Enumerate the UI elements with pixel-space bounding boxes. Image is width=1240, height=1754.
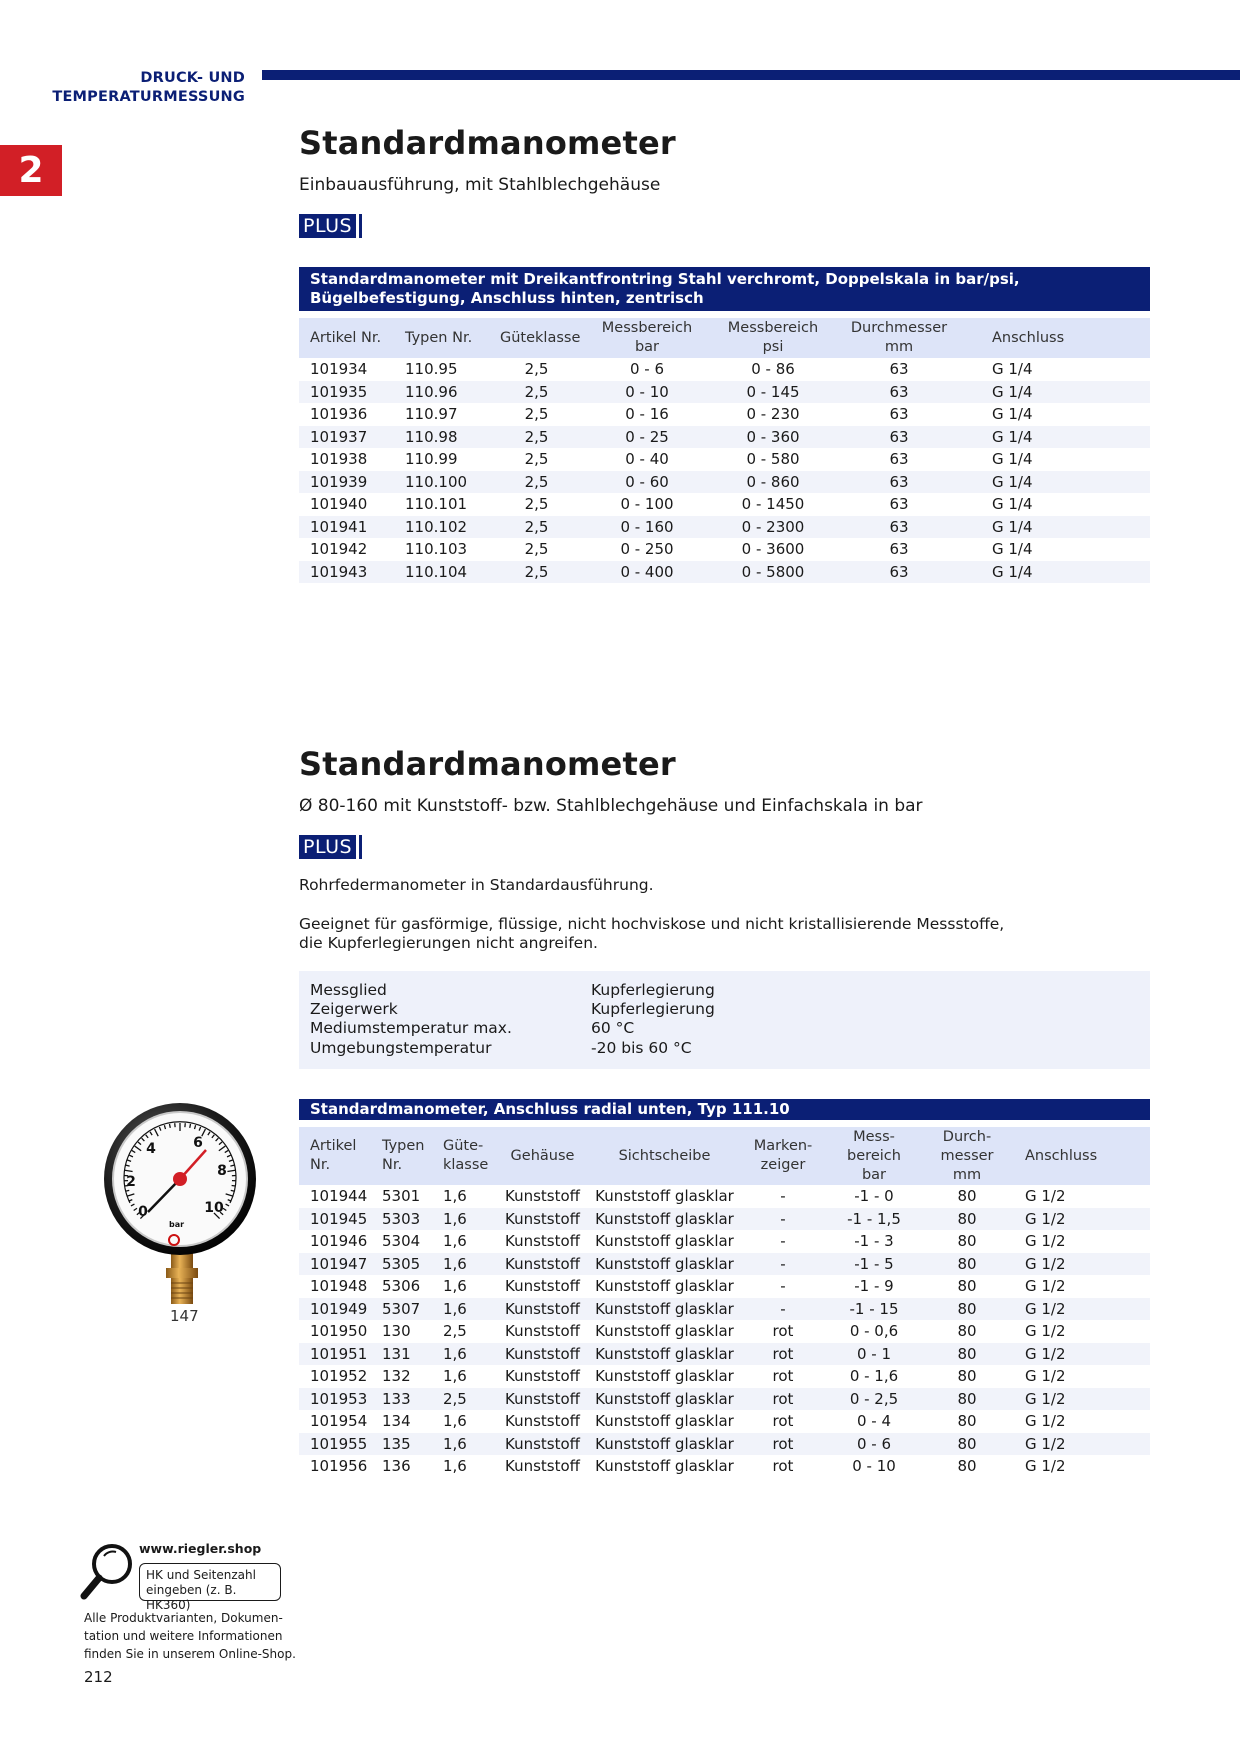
table-row (299, 1275, 1150, 1298)
table-cell: 0 - 160 (584, 516, 710, 539)
col-anschluss: Anschluss (1014, 1127, 1150, 1185)
plus-badge-text: PLUS (299, 835, 356, 859)
spec-label: Umgebungstemperatur (310, 1038, 492, 1057)
table-cell: Kunststoff glasklar (591, 1320, 738, 1343)
table-cell: 63 (836, 358, 962, 381)
section2-description (299, 915, 1004, 953)
svg-text:bar: bar (169, 1220, 185, 1229)
table-cell: 101935 (299, 381, 394, 404)
table-cell: 0 - 580 (710, 448, 836, 471)
table-cell: G 1/2 (1014, 1343, 1150, 1366)
table-cell: - (738, 1230, 828, 1253)
table-cell: G 1/2 (1014, 1185, 1150, 1208)
spec-label: Zeigerwerk (310, 1000, 398, 1019)
table-row (299, 403, 1150, 426)
table-cell: 2,5 (489, 493, 584, 516)
table-row (299, 1230, 1150, 1253)
table-cell: 80 (920, 1185, 1014, 1208)
table-cell: 110.102 (394, 516, 489, 539)
section1-subtitle: Einbauausführung, mit Stahlblechgehäuse (299, 175, 661, 195)
table-cell: G 1/2 (1014, 1365, 1150, 1388)
table-cell: 5307 (371, 1298, 432, 1321)
note-line2: tation und weitere Informationen (84, 1629, 283, 1643)
spec-value: -20 bis 60 °C (591, 1038, 692, 1057)
col-durchmesser: Durch- messer mm (920, 1127, 1014, 1185)
gauge-tick (190, 1124, 191, 1128)
table-cell: 134 (371, 1410, 432, 1433)
table-cell: -1 - 5 (828, 1253, 920, 1276)
table-row (299, 381, 1150, 404)
table-row (299, 448, 1150, 471)
table-cell: 101949 (299, 1298, 371, 1321)
table-row (299, 561, 1150, 584)
col-gehaeuse: Gehäuse (494, 1127, 591, 1185)
table-row (299, 358, 1150, 381)
table-cell: 1,6 (432, 1343, 494, 1366)
table-row (299, 471, 1150, 494)
table-cell: 0 - 86 (710, 358, 836, 381)
table-cell: 63 (836, 403, 962, 426)
table-cell: 80 (920, 1455, 1014, 1478)
table-cell: rot (738, 1455, 828, 1478)
table-cell: 63 (836, 516, 962, 539)
section2-subtitle: Ø 80-160 mit Kunststoff- bzw. Stahlblechgehäuse und Einfachskala in bar (299, 796, 923, 816)
table-cell: 80 (920, 1388, 1014, 1411)
table-cell: 0 - 1 (828, 1343, 920, 1366)
footer-note (84, 1609, 296, 1663)
table-cell: 101948 (299, 1275, 371, 1298)
table-cell: -1 - 0 (828, 1185, 920, 1208)
col-gueteklasse: Güteklasse (489, 318, 584, 358)
table-cell: 1,6 (432, 1433, 494, 1456)
table-cell: 2,5 (489, 516, 584, 539)
col-sichtscheibe: Sichtscheibe (591, 1127, 738, 1185)
table-cell: 0 - 60 (584, 471, 710, 494)
table-cell: 130 (371, 1320, 432, 1343)
table-cell: 1,6 (432, 1185, 494, 1208)
table-cell: 135 (371, 1433, 432, 1456)
table-cell: 0 - 25 (584, 426, 710, 449)
table-cell: 5303 (371, 1208, 432, 1231)
section2-plus-badge (299, 835, 362, 859)
col-typen-nr: Typen Nr. (394, 318, 489, 358)
table-cell: 1,6 (432, 1298, 494, 1321)
table-cell: 80 (920, 1298, 1014, 1321)
table-cell: 101945 (299, 1208, 371, 1231)
table-cell: G 1/4 (962, 381, 1150, 404)
table-cell: Kunststoff (494, 1433, 591, 1456)
table-cell: 110.99 (394, 448, 489, 471)
table-cell: 101943 (299, 561, 394, 584)
table-cell: 80 (920, 1410, 1014, 1433)
table-cell: 101950 (299, 1320, 371, 1343)
table-cell: rot (738, 1410, 828, 1433)
table-row (299, 1365, 1150, 1388)
table-cell: rot (738, 1320, 828, 1343)
table2-header-row (299, 1127, 1150, 1185)
table-cell: 63 (836, 538, 962, 561)
table-row (299, 1455, 1150, 1478)
table-cell: - (738, 1253, 828, 1276)
plus-badge-text: PLUS (299, 214, 356, 238)
table-cell: G 1/2 (1014, 1208, 1150, 1231)
table-cell: 0 - 5800 (710, 561, 836, 584)
table-cell: Kunststoff glasklar (591, 1365, 738, 1388)
table-cell: 80 (920, 1433, 1014, 1456)
spec-value: Kupferlegierung (591, 981, 715, 999)
magnifier-icon (80, 1541, 136, 1601)
table-cell: 110.100 (394, 471, 489, 494)
table-row (299, 1253, 1150, 1276)
table-cell: 101946 (299, 1230, 371, 1253)
table-cell: 101956 (299, 1455, 371, 1478)
table-cell: 2,5 (489, 561, 584, 584)
table-cell: 110.104 (394, 561, 489, 584)
svg-text:4: 4 (146, 1141, 156, 1157)
table-cell: 0 - 1,6 (828, 1365, 920, 1388)
table-cell: rot (738, 1365, 828, 1388)
table-cell: 0 - 2300 (710, 516, 836, 539)
table-cell: 101952 (299, 1365, 371, 1388)
table-cell: G 1/2 (1014, 1433, 1150, 1456)
table-cell: 63 (836, 561, 962, 584)
col-typen-nr: Typen Nr. (371, 1127, 432, 1185)
note-line3: finden Sie in unserem Online-Shop. (84, 1647, 296, 1661)
table-cell: 101937 (299, 426, 394, 449)
table-cell: G 1/2 (1014, 1253, 1150, 1276)
table-cell: 110.101 (394, 493, 489, 516)
svg-text:0: 0 (138, 1204, 148, 1220)
section2-title: Standardmanometer (299, 745, 676, 783)
table-cell: 63 (836, 493, 962, 516)
table-cell: G 1/2 (1014, 1410, 1150, 1433)
table-cell: 110.96 (394, 381, 489, 404)
table-cell: 101936 (299, 403, 394, 426)
table-cell: 101947 (299, 1253, 371, 1276)
svg-text:10: 10 (204, 1200, 224, 1216)
table-row (299, 516, 1150, 539)
image-caption: 147 (170, 1307, 199, 1325)
table-cell: 110.95 (394, 358, 489, 381)
table-cell: -1 - 3 (828, 1230, 920, 1253)
table-cell: Kunststoff glasklar (591, 1208, 738, 1231)
section1-title: Standardmanometer (299, 124, 676, 162)
table-cell: Kunststoff glasklar (591, 1433, 738, 1456)
svg-text:6: 6 (193, 1135, 203, 1151)
table-row (299, 538, 1150, 561)
table-cell: rot (738, 1388, 828, 1411)
spec-box (299, 971, 1150, 1069)
table-cell: 5304 (371, 1230, 432, 1253)
table-cell: Kunststoff (494, 1410, 591, 1433)
table-row (299, 1298, 1150, 1321)
table-cell: 101955 (299, 1433, 371, 1456)
table-cell: G 1/4 (962, 403, 1150, 426)
plus-badge-bar (359, 214, 362, 238)
shop-url[interactable]: www.riegler.shop (139, 1541, 262, 1556)
table-cell: rot (738, 1433, 828, 1456)
spec-value: Kupferlegierung (591, 1000, 715, 1019)
table-cell: 63 (836, 448, 962, 471)
pressure-gauge-image (103, 1102, 261, 1312)
note-line1: Alle Produktvarianten, Dokumen- (84, 1611, 283, 1625)
table-cell: 0 - 10 (828, 1455, 920, 1478)
table-cell: 80 (920, 1343, 1014, 1366)
svg-text:2: 2 (126, 1174, 136, 1190)
table-cell: Kunststoff (494, 1343, 591, 1366)
table-cell: G 1/2 (1014, 1298, 1150, 1321)
table-row (299, 493, 1150, 516)
table-row (299, 1410, 1150, 1433)
table-row (299, 426, 1150, 449)
table-cell: 101941 (299, 516, 394, 539)
table-cell: 132 (371, 1365, 432, 1388)
table-cell: 2,5 (432, 1388, 494, 1411)
table-row (299, 1208, 1150, 1231)
table-cell: - (738, 1298, 828, 1321)
table-cell: 80 (920, 1275, 1014, 1298)
table-cell: 131 (371, 1343, 432, 1366)
table-cell: 110.97 (394, 403, 489, 426)
table-cell: Kunststoff glasklar (591, 1275, 738, 1298)
table-cell: 0 - 360 (710, 426, 836, 449)
table-cell: G 1/2 (1014, 1455, 1150, 1478)
table-cell: 2,5 (489, 448, 584, 471)
table-cell: Kunststoff glasklar (591, 1253, 738, 1276)
table-cell: - (738, 1208, 828, 1231)
section-label-line2: TEMPERATURMESSUNG (52, 89, 245, 105)
table-cell: Kunststoff glasklar (591, 1185, 738, 1208)
table-cell: 5301 (371, 1185, 432, 1208)
table-cell: 0 - 2,5 (828, 1388, 920, 1411)
table-cell: 1,6 (432, 1275, 494, 1298)
table-cell: 133 (371, 1388, 432, 1411)
spec-label: Messglied (310, 981, 387, 999)
table-cell: 2,5 (489, 471, 584, 494)
table-cell: 101951 (299, 1343, 371, 1366)
table1-title: Standardmanometer mit Dreikantfrontring Stahl verchromt, Doppelskala in bar/psi, Bügelbefestigung, Anschluss hinten, zentrisch (299, 267, 1150, 311)
table-cell: G 1/4 (962, 448, 1150, 471)
table-cell: 1,6 (432, 1410, 494, 1433)
table-cell: 101939 (299, 471, 394, 494)
section1-plus-badge (299, 214, 362, 238)
spec-label: Mediumstemperatur max. (310, 1019, 512, 1038)
table-cell: G 1/4 (962, 426, 1150, 449)
table-cell: Kunststoff glasklar (591, 1410, 738, 1433)
col-anschluss: Anschluss (962, 318, 1150, 358)
table-cell: Kunststoff glasklar (591, 1298, 738, 1321)
table-cell: Kunststoff (494, 1253, 591, 1276)
table-cell: 101938 (299, 448, 394, 471)
table-cell: 101953 (299, 1388, 371, 1411)
table-row (299, 1388, 1150, 1411)
table-cell: 80 (920, 1208, 1014, 1231)
section-label-line1: DRUCK- UND (140, 70, 245, 86)
col-durchmesser: Durchmesser mm (836, 318, 962, 358)
table-cell: G 1/4 (962, 471, 1150, 494)
col-gueteklasse: Güte- klasse (432, 1127, 494, 1185)
table-cell: 5306 (371, 1275, 432, 1298)
description-line1: Geeignet für gasförmige, flüssige, nicht hochviskose und nicht kristallisierende Messstoffe, (299, 915, 1005, 933)
table-cell: 0 - 16 (584, 403, 710, 426)
table-cell: 110.98 (394, 426, 489, 449)
table-cell: 0 - 145 (710, 381, 836, 404)
table-cell: G 1/2 (1014, 1275, 1150, 1298)
table-row (299, 1343, 1150, 1366)
table-cell: G 1/2 (1014, 1388, 1150, 1411)
table-cell: 0 - 10 (584, 381, 710, 404)
table-cell: 1,6 (432, 1208, 494, 1231)
table-cell: - (738, 1275, 828, 1298)
col-artikel-nr: Artikel Nr. (299, 1127, 371, 1185)
table1-header-row (299, 318, 1150, 358)
table-cell: 0 - 860 (710, 471, 836, 494)
table-cell: 2,5 (489, 538, 584, 561)
table-cell: 1,6 (432, 1455, 494, 1478)
hint-line1: HK und Seitenzahl (146, 1568, 256, 1582)
svg-text:8: 8 (217, 1163, 227, 1179)
table-cell: 110.103 (394, 538, 489, 561)
table-cell: 101954 (299, 1410, 371, 1433)
table-cell: 0 - 40 (584, 448, 710, 471)
table-cell: -1 - 15 (828, 1298, 920, 1321)
table-cell: 0 - 230 (710, 403, 836, 426)
hint-line2: eingeben (z. B. HK360) (146, 1583, 237, 1612)
table-cell: 2,5 (489, 403, 584, 426)
description-line2: die Kupferlegierungen nicht angreifen. (299, 934, 598, 952)
table-cell: G 1/4 (962, 516, 1150, 539)
table-cell: -1 - 9 (828, 1275, 920, 1298)
table-cell: 2,5 (489, 426, 584, 449)
table-cell: 0 - 250 (584, 538, 710, 561)
table2-title: Standardmanometer, Anschluss radial unten, Typ 111.10 (299, 1099, 1150, 1120)
table-cell: 80 (920, 1365, 1014, 1388)
table-cell: G 1/2 (1014, 1320, 1150, 1343)
table-cell: 101940 (299, 493, 394, 516)
table-cell: 63 (836, 381, 962, 404)
table-cell: 101942 (299, 538, 394, 561)
table-cell: Kunststoff (494, 1208, 591, 1231)
table-cell: 101944 (299, 1185, 371, 1208)
header-rule (262, 70, 1240, 80)
table-cell: Kunststoff (494, 1388, 591, 1411)
table-cell: 5305 (371, 1253, 432, 1276)
table-cell: 80 (920, 1320, 1014, 1343)
table-row (299, 1433, 1150, 1456)
col-messbereich: Mess- bereich bar (828, 1127, 920, 1185)
table-cell: 1,6 (432, 1365, 494, 1388)
table-cell: -1 - 1,5 (828, 1208, 920, 1231)
table-cell: Kunststoff (494, 1455, 591, 1478)
table-cell: G 1/4 (962, 493, 1150, 516)
table-row (299, 1320, 1150, 1343)
chapter-tab: 2 (0, 145, 62, 196)
table-cell: 136 (371, 1455, 432, 1478)
plus-badge-bar (359, 835, 362, 859)
gauge-tick (170, 1124, 171, 1128)
table-cell: Kunststoff glasklar (591, 1343, 738, 1366)
spec-values (591, 981, 715, 1058)
table-cell: 0 - 6 (584, 358, 710, 381)
table-cell: Kunststoff (494, 1298, 591, 1321)
col-markenzeiger: Marken- zeiger (738, 1127, 828, 1185)
table-cell: Kunststoff (494, 1275, 591, 1298)
table-cell: rot (738, 1343, 828, 1366)
table-cell: 2,5 (489, 381, 584, 404)
table-cell: 0 - 3600 (710, 538, 836, 561)
table-cell: G 1/4 (962, 358, 1150, 381)
table-cell: G 1/4 (962, 561, 1150, 584)
table-cell: Kunststoff glasklar (591, 1230, 738, 1253)
table-cell: 63 (836, 471, 962, 494)
table-cell: 0 - 100 (584, 493, 710, 516)
col-messbereich-bar: Messbereich bar (584, 318, 710, 358)
shop-hint-box (139, 1563, 281, 1612)
table-cell: 2,5 (489, 358, 584, 381)
table-cell: 80 (920, 1230, 1014, 1253)
page-number: 212 (84, 1668, 113, 1686)
table-cell: 1,6 (432, 1230, 494, 1253)
table-cell: G 1/4 (962, 538, 1150, 561)
spec-labels (310, 981, 512, 1058)
table1 (299, 318, 1150, 583)
table-cell: 0 - 1450 (710, 493, 836, 516)
table-cell: Kunststoff (494, 1320, 591, 1343)
table2 (299, 1127, 1150, 1478)
table-cell: 2,5 (432, 1320, 494, 1343)
col-artikel-nr: Artikel Nr. (299, 318, 394, 358)
table-cell: Kunststoff glasklar (591, 1388, 738, 1411)
table-cell: Kunststoff glasklar (591, 1455, 738, 1478)
table-cell: Kunststoff (494, 1230, 591, 1253)
col-messbereich-psi: Messbereich psi (710, 318, 836, 358)
table-cell: G 1/2 (1014, 1230, 1150, 1253)
table-cell: 0 - 0,6 (828, 1320, 920, 1343)
table-cell: 1,6 (432, 1253, 494, 1276)
table-cell: Kunststoff (494, 1365, 591, 1388)
table-cell: 0 - 4 (828, 1410, 920, 1433)
table-cell: - (738, 1185, 828, 1208)
table-cell: Kunststoff (494, 1185, 591, 1208)
spec-value: 60 °C (591, 1019, 635, 1038)
table-cell: 101934 (299, 358, 394, 381)
table-row (299, 1185, 1150, 1208)
table-cell: 80 (920, 1253, 1014, 1276)
table-cell: 63 (836, 426, 962, 449)
table-cell: 0 - 400 (584, 561, 710, 584)
section2-intro: Rohrfedermanometer in Standardausführung. (299, 876, 654, 894)
table-cell: 0 - 6 (828, 1433, 920, 1456)
section-label (50, 69, 245, 107)
